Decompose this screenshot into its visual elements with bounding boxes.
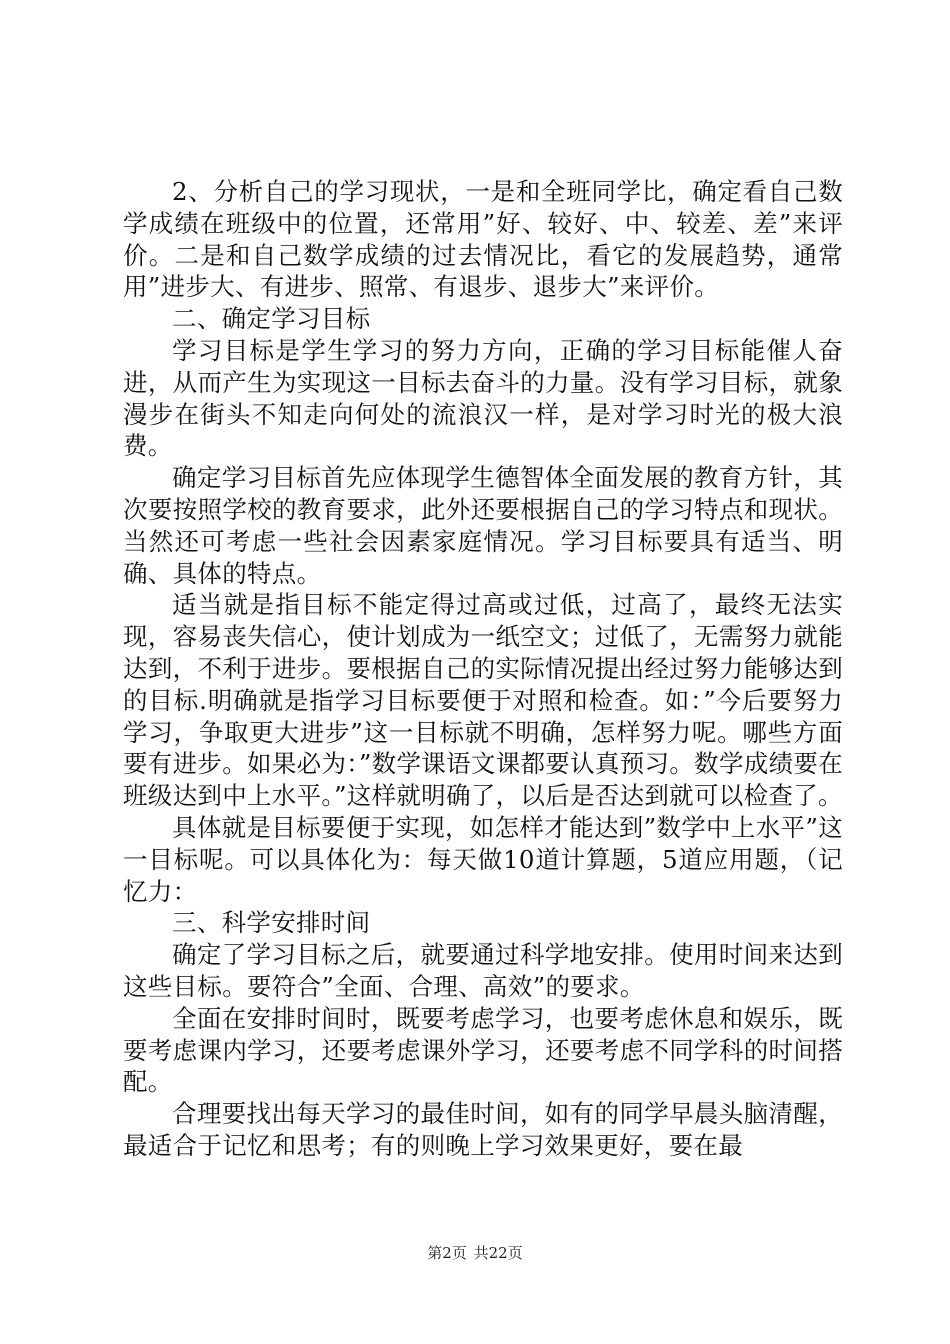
paragraph-time-reasonable: 合理要找出每天学习的最佳时间，如有的同学早晨头脑清醒，最适合于记忆和思考；有的则晚上学习效果更好，要在最 [123, 1099, 843, 1160]
paragraph-analysis: 2、分析自己的学习现状，一是和全班同学比，确定看自己数学成绩在班级中的位置，还常用”好、较好、中、较差、差”来评价。二是和自己数学成绩的过去情况比，看它的发展趋势，通常用”进步大、有进步、照常、有退步、退步大”来评价。 [123, 177, 843, 302]
section-heading-goals: 二、确定学习目标 [172, 304, 371, 334]
page-number: 第2页 [427, 1244, 467, 1262]
paragraph-goal-purpose: 学习目标是学生学习的努力方向，正确的学习目标能催人奋进，从而产生为实现这一目标去奋斗的力量。没有学习目标，就象漫步在街头不知走向何处的流浪汉一样，是对学习时光的极大浪费。 [123, 335, 843, 461]
section-heading-time: 三、科学安排时间 [172, 908, 371, 938]
page-footer [0, 1243, 950, 1263]
paragraph-time-intro: 确定了学习目标之后，就要通过科学地安排。使用时间来达到这些目标。要符合”全面、合理、高效”的要求。 [123, 940, 843, 1001]
paragraph-goal-basis: 确定学习目标首先应体现学生德智体全面发展的教育方针，其次要按照学校的教育要求，此外还要根据自己的学习特点和现状。当然还可考虑一些社会因素家庭情况。学习目标要具有适当、明确、具体的特点。 [123, 463, 843, 588]
document-body [123, 176, 843, 1162]
paragraph-time-comprehensive: 全面在安排时间时，既要考虑学习，也要考虑休息和娱乐，既要考虑课内学习，还要考虑课外学习，还要考虑不同学科的时间搭配。 [123, 1003, 843, 1097]
paragraph-appropriate-goal: 适当就是指目标不能定得过高或过低，过高了，最终无法实现，容易丧失信心，使计划成为一纸空文；过低了，无需努力就能达到，不利于进步。要根据自己的实际情况提出经过努力能够达到的目标.明确就是指学习目标要便于对照和检查。如：”今后要努力学习，争取更大进步”这一目标就不明确，怎样努力呢。哪些方面要有进步。如果必为：”数学课语文课都要认真预习。数学成绩要在班级达到中上水平。”这样就明确了，以后是否达到就可以检查了。 [123, 590, 843, 811]
paragraph-specific-goal: 具体就是目标要便于实现，如怎样才能达到”数学中上水平”这一目标呢。可以具体化为：每天做10道计算题，5道应用题，（记忆力： [123, 812, 843, 906]
page-total: 共22页 [473, 1244, 523, 1262]
